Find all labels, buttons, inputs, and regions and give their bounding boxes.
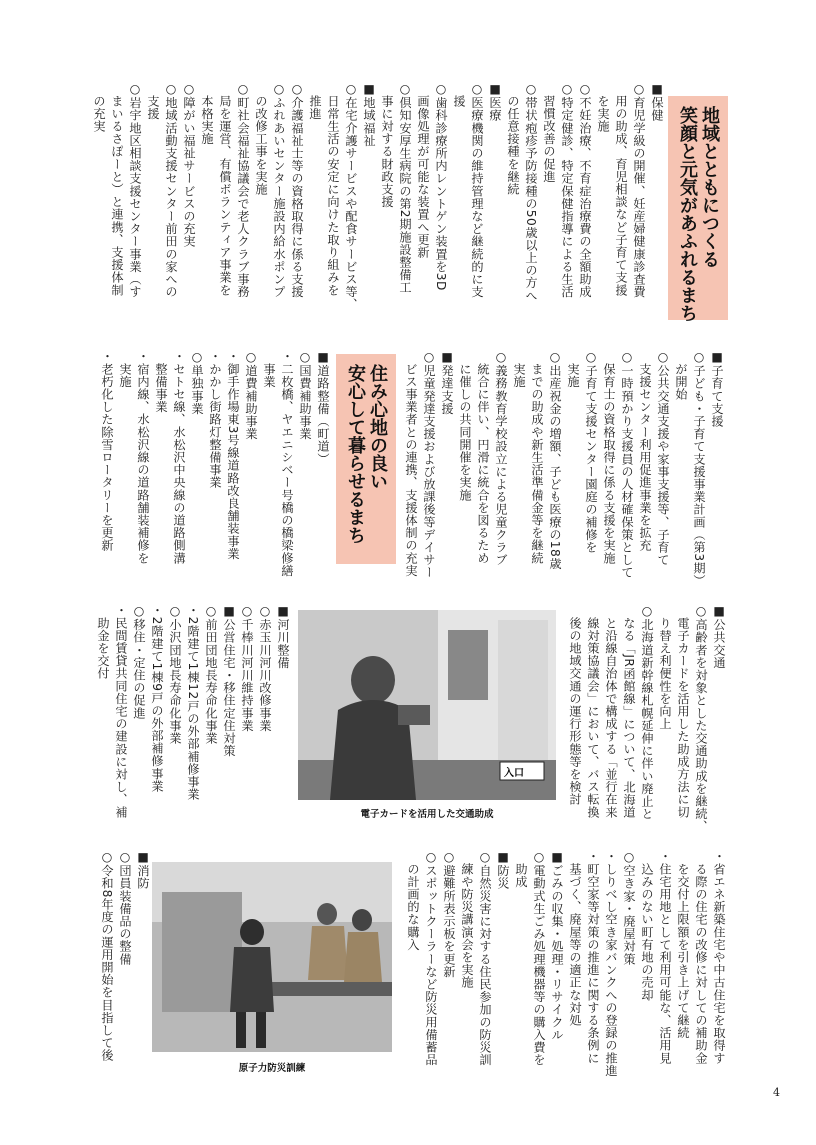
drill-photo-caption: 原子力防災訓練 [238, 1063, 306, 1074]
heading-safe-living: 住み心地の良い 安心して暮らせるまち [336, 354, 396, 564]
drill-photo-graphic [152, 862, 392, 1052]
section-childcare-support: ■子育て支援 ○子ども・子育て支援事業計画（第3期） が開始 ○公共交通支援や家事支援等、子育て 支援センター利用促進事業を拡充 ○一時預かり支援員の人材確保策として 保育士の資格取得に係る支援を実施 ○子育て支援センター園庭の補修を 実施 ○出産祝金の増額、子ども医療の18歳 までの助成や新生活準備金等を継続 実施 ○義務教育学校設立による児童クラブ 統合に伴い、円滑に統合を図るため に催しの共同開催を実施 ■発達支援 ○児童発達支援および放課後等デイサー ビス事業者との連携、支援体制の充実 [404, 350, 724, 587]
section-road-maintenance: ■道路整備（町道） ○国費補助事業 ・二枚橋、ヤエニシベー号橋の橋梁修繕 事業 ○道費補助事業 ・御手作場東3号線道路改良舗装事業 ・かかし街路灯整備事業 ○単独事業 ・セトセ線、水松沢中央線の道路側溝 整備事業 ・宿内線、水松沢線の道路舗装補修を 実施 ・老朽化した除雪ロータリーを更新 [100, 350, 330, 577]
section-river-housing: ■河川整備 ○赤玉川河川改修事業 ○千棒川河川維持事業 ■公営住宅・移住定住対策 ○前田団地長寿命化事業 ・2階建て1棟12戸の外部補修事業 ○小沢団地長寿命化事業 ・2階建て1棟9戸の外部補修事業 ○移住・定住の促進 ・民間賃貸共同住宅の建設に対し、補 助金を交付 [96, 604, 290, 819]
section-fire-department: ■消防 ○団員装備品の整備 ○令和8年度の運用開始を目指して後 [100, 850, 150, 1062]
drill-photo [152, 862, 392, 1052]
heading-community: 地域とともにつくる 笑顔と元気があふれるまち [668, 96, 728, 320]
section-health-medical-welfare: ■保健 ○育児学級の開催、妊産婦健康診査費 用の助成、育児相談など子育て支援 を実施 ○不妊治療、不育症治療費の全額助成 ○特定健診、特定保健指導による生活 習慣改善の促進 ○帯状疱疹予防接種の50歳以上の方へ の任意接種を継続 ■医療 ○医療機関の維持管理など継続的に支 援 ○歯科診療所内レントゲン装置を3D 画像処理が可能な装置へ更新 ○倶知安厚生病院の第2期施設整備工 事に対する財政支援 ■地域福祉 ○在宅介護サービスや配食サービス等、 日常生活の安定に向けた取り組みを 推進 ○介護福祉士等の資格取得に係る支援 ○ふれあいセンター施設内給水ポンプ の改修工事を実施 ○町社会福祉協議会で老人クラブ事務 局を運営、有償ボランティア事業を 本格実施 ○障がい福祉サービスの充実 ○地域活動支援センター前田の家への 支援 ○岩宇地区相談支援センター事業（す まいるさぽーと）と連携、支援体制 の充実 [92, 82, 664, 311]
section-public-transport: ■公共交通 ○高齢者を対象とした交通助成を継続、 電子カードを活用した助成方法に切 り替え利便性を向上 ○北海道新幹線札幌延伸に伴い廃止と なる「JR函館線」について、北海道 と沿線自治体で構成する「並行在来 線対策協議会」において、バス転換 後の地域交通の運行形態等を検討 [568, 604, 726, 833]
bus-photo-caption: 電子カードを活用した交通助成 [360, 809, 494, 820]
section-housing-waste-disaster: ・省エネ新築住宅や中古住宅を取得す る際の住宅の改修に対しての補助金 を交付上限額を引き上げて継続 ・住宅用地として利用可能な、活用見 込みのない町有地の売却 ○空き家・廃屋対策 ・しりべし空き家バンクへの登録の推進 ・町空家等対策の推進に関する条例に 基づく、廃屋等の適正な対処 ■ごみの収集・処理・リサイクル ○電動式生ごみ処理機器等の購入費を 助成 ■防災 ○自然災害に対する住民参加の防災訓 練や防災講演会を実施 ○避難所表示板を更新 ○スポットクーラーなど防災用備蓄品 の計画的な購入 [406, 850, 726, 1077]
page-number: 4 [773, 1086, 780, 1099]
bus-photo [298, 610, 556, 800]
bus-entrance-sign: 入口 [504, 768, 524, 779]
